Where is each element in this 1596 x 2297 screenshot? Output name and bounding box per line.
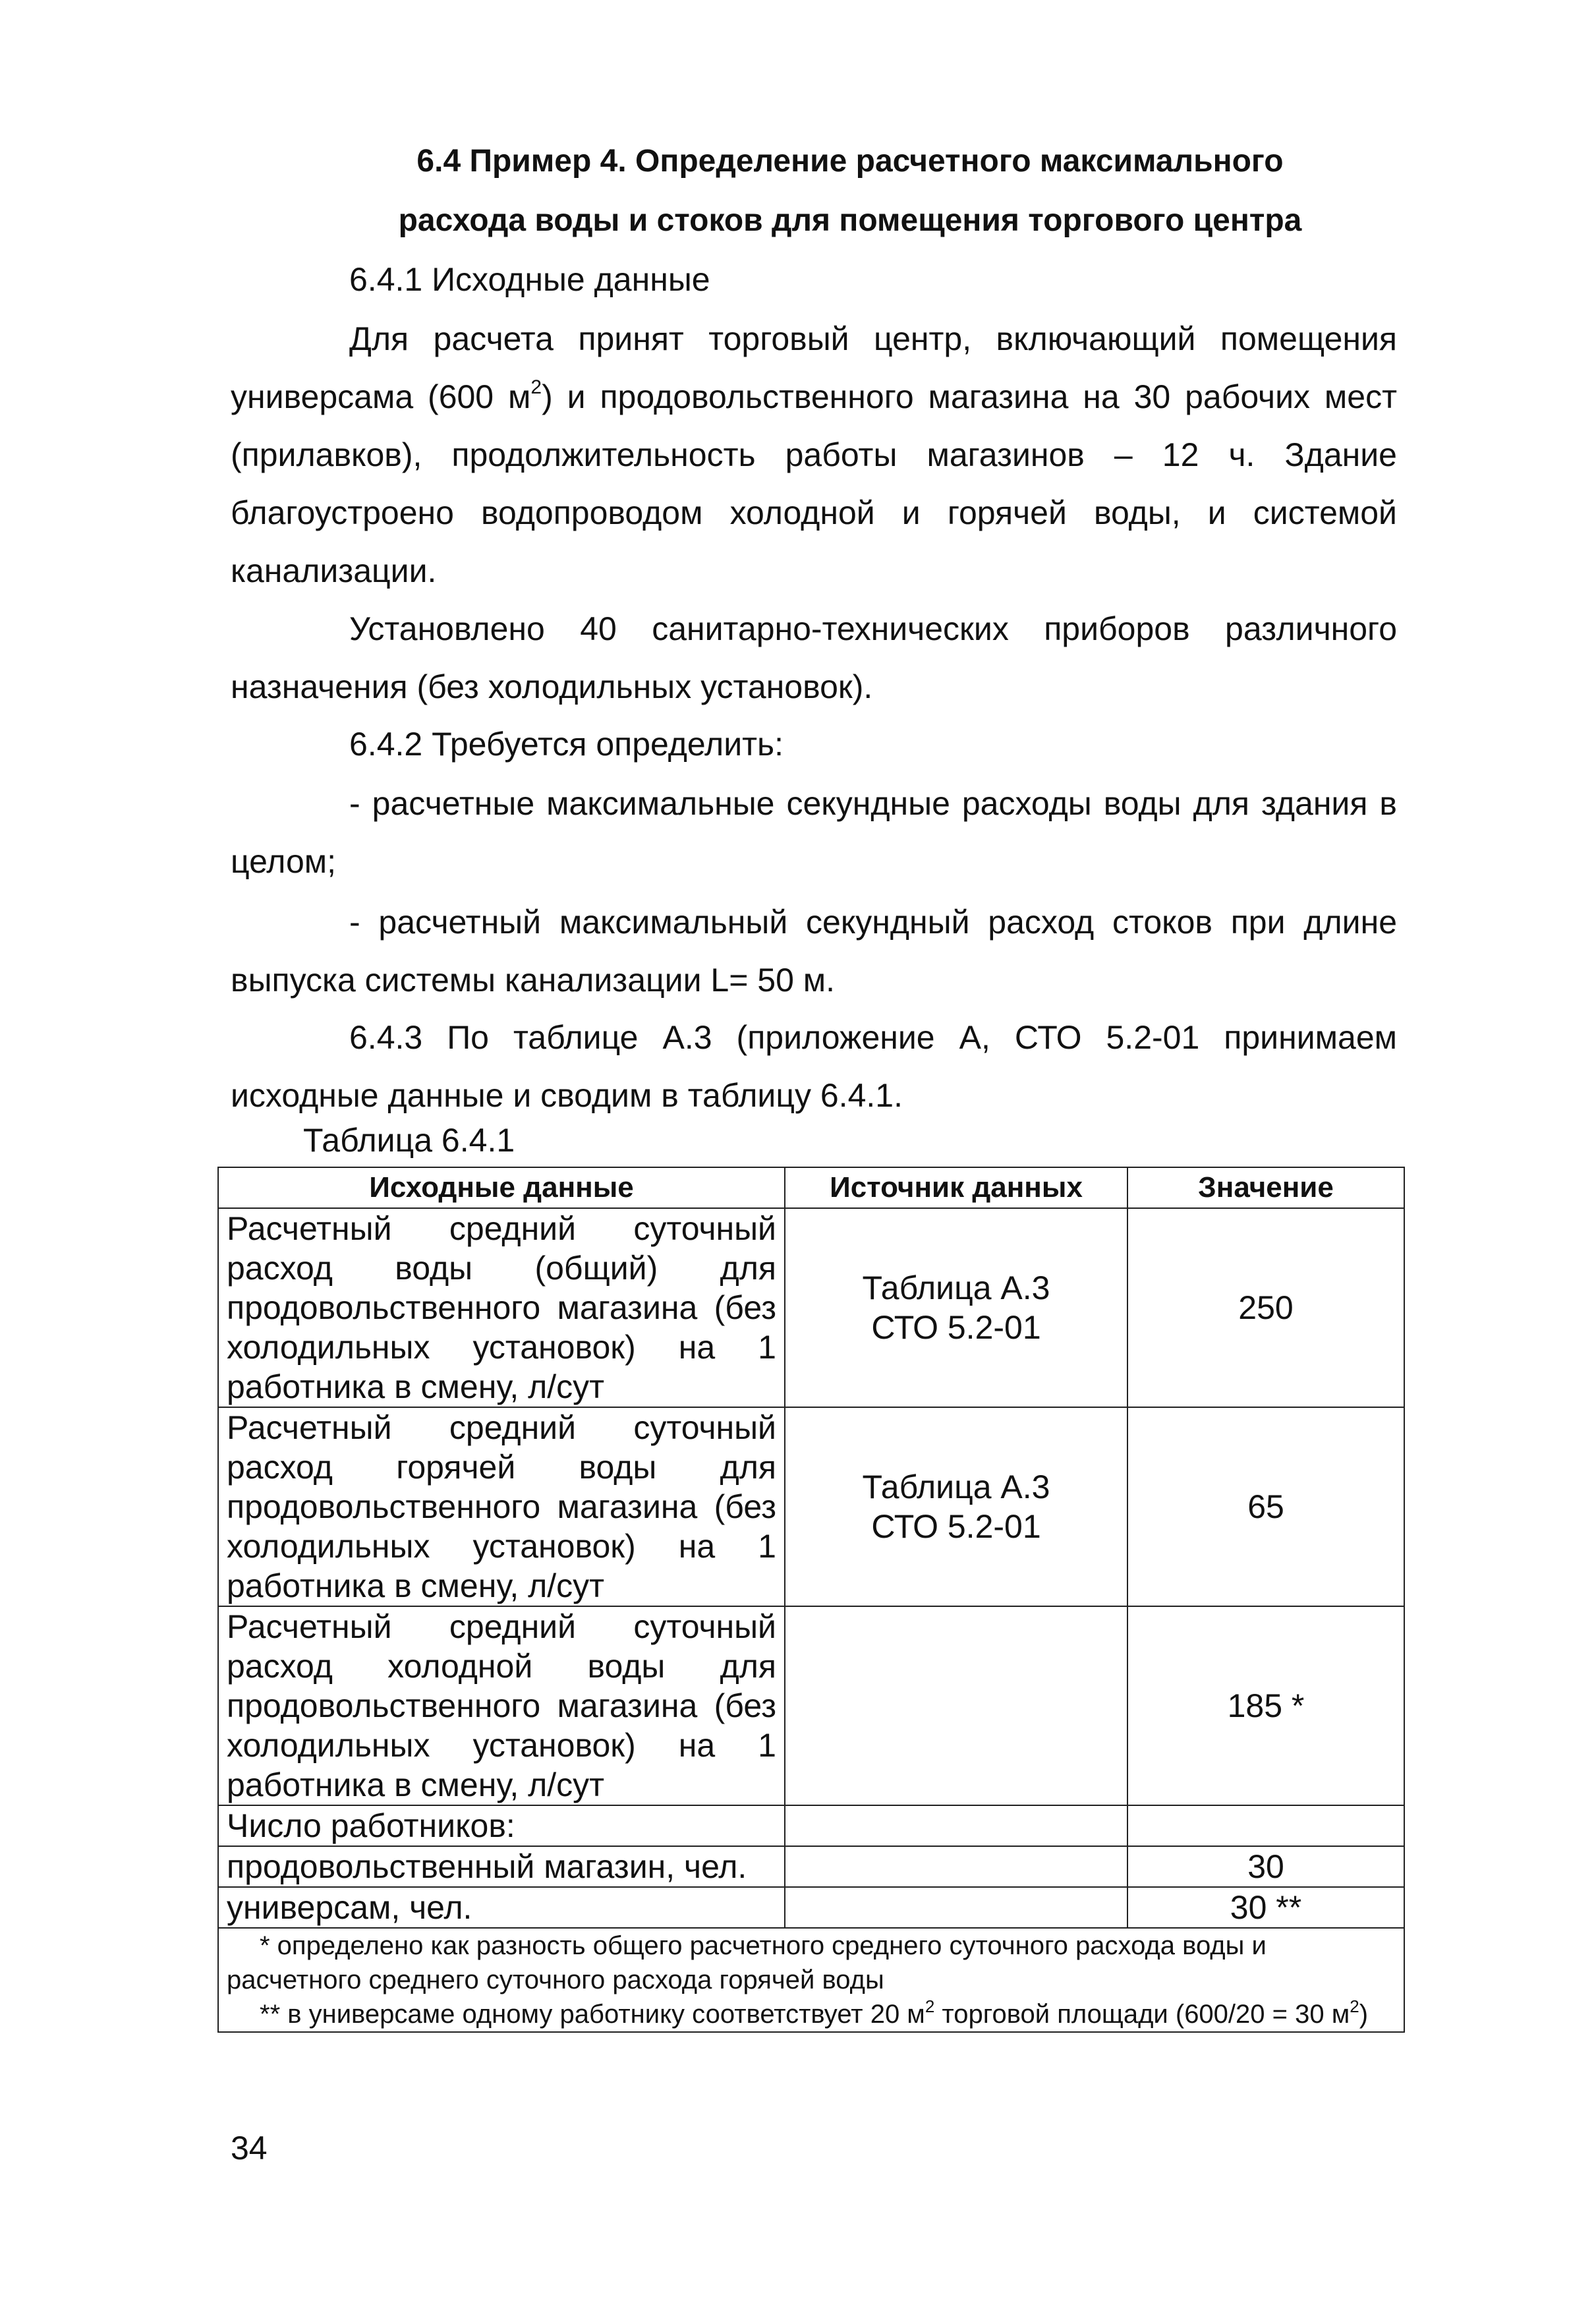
row-source [785,1606,1127,1805]
worker-row-value: 30 ** [1127,1887,1404,1928]
table-row [218,1208,1404,1407]
section-heading-line1: 6.4 Пример 4. Определение расчетного максимального [416,144,1284,179]
table-row [218,1887,1404,1928]
source-line1: Таблица А.3 [862,1468,1050,1505]
paragraph-initial-data [231,310,1397,600]
table-row [218,1805,1404,1846]
source-line1: Таблица А.3 [862,1269,1050,1306]
header-value: Значение [1127,1167,1404,1208]
row-value: 250 [1127,1208,1404,1407]
row-value: 65 [1127,1407,1404,1606]
worker-row-label: универсам, чел. [218,1887,785,1928]
note2-text-c: ) [1359,2000,1369,2029]
workers-label: Число работников: [218,1805,785,1846]
worker-row-label: продовольственный магазин, чел. [218,1846,785,1887]
requirement-item-1: - расчетные максимальные секундные расходы воды для здания в целом; [231,785,1397,880]
para1-text-a: Для расчета принят торговый центр, включающий помещения универсама (600 м [231,320,1397,415]
note2-text-a: ** в универсаме одному работнику соответствует 20 м [260,2000,925,2029]
header-data-source: Источник данных [785,1167,1127,1208]
table-row [218,1606,1404,1805]
row-source [785,1407,1127,1606]
table-header-row [218,1167,1404,1208]
row-source [785,1208,1127,1407]
note-1: * определено как разность общего расчетного среднего суточного расхода воды и расчетного среднего суточного расхода горячей воды [227,1931,1267,1994]
row-value: 185 * [1127,1606,1404,1805]
section-heading-line2: расхода воды и стоков для помещения торгового центра [398,203,1302,238]
table-caption: Таблица 6.4.1 [303,1122,515,1159]
page-number: 34 [231,2130,268,2166]
para1-text-b: ) и продовольственного магазина на 30 рабочих мест (прилавков), продолжительность работы магазинов – 12 ч. Здание благоустроено водопроводом холодной и горячей воды, и системой канализации. [231,378,1397,589]
table-notes-row [218,1928,1404,2032]
requirement-item-2: - расчетный максимальный секундный расход стоков при длине выпуска системы канализации L= 50 м. [231,904,1397,999]
empty-cell [1127,1805,1404,1846]
empty-cell [785,1887,1127,1928]
source-line2: СТО 5.2-01 [871,1508,1041,1545]
note2-superscript-2: 2 [1350,1996,1359,2016]
row-description: Расчетный средний суточный расход воды (общий) для продовольственного магазина (без холодильных установок) на 1 работника в смену, л/сут [218,1208,785,1407]
subsection-642-title: 6.4.2 Требуется определить: [349,726,784,763]
para1-superscript: 2 [530,376,542,398]
note2-superscript: 2 [925,1996,935,2016]
row-description: Расчетный средний суточный расход горячей воды для продовольственного магазина (без холодильных установок) на 1 работника в смену, л/сут [218,1407,785,1606]
row-description: Расчетный средний суточный расход холодной воды для продовольственного магазина (без холодильных установок) на 1 работника в смену, л/сут [218,1606,785,1805]
worker-row-value: 30 [1127,1846,1404,1887]
table-notes [218,1928,1404,2032]
initial-data-table [217,1167,1405,2033]
empty-cell [785,1805,1127,1846]
table-row [218,1407,1404,1606]
source-line2: СТО 5.2-01 [871,1309,1041,1346]
paragraph-643: 6.4.3 По таблице А.3 (приложение А, СТО 5.2-01 принимаем исходные данные и сводим в таблицу 6.4.1. [231,1019,1397,1114]
paragraph-fixtures: Установлено 40 санитарно-технических приборов различного назначения (без холодильных установок). [231,610,1397,705]
header-initial-data: Исходные данные [218,1167,785,1208]
subsection-641-title: 6.4.1 Исходные данные [349,261,710,298]
table-row [218,1846,1404,1887]
empty-cell [785,1846,1127,1887]
note2-text-b: торговой площади (600/20 = 30 м [934,2000,1350,2029]
note-2 [227,1997,1396,2031]
